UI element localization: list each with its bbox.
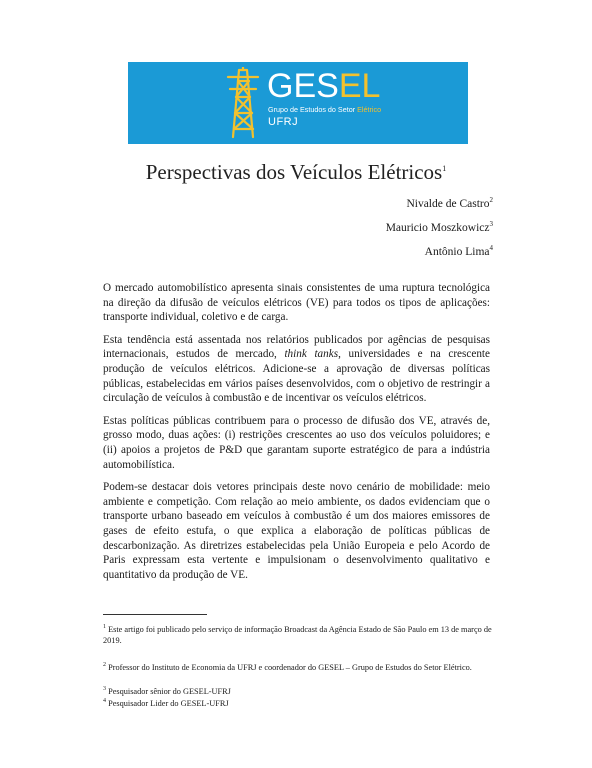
- footnote: [103, 660, 493, 673]
- footnote: [103, 696, 493, 709]
- footnote-mark: 3: [103, 686, 106, 692]
- transmission-tower-icon: [226, 67, 260, 139]
- logo-ufrj: UFRJ: [268, 116, 299, 128]
- author: [386, 220, 493, 244]
- footnote-mark: 4: [103, 698, 106, 704]
- footnote-text: Pesquisador sênior do GESEL-UFRJ: [106, 686, 231, 696]
- footnote-text: Este artigo foi publicado pelo serviço de informação Broadcast da Agência Estado de São Paulo em 13 de março de 2019.: [103, 624, 492, 645]
- footnote: [103, 622, 493, 646]
- logo-ges: GES: [267, 67, 339, 105]
- logo-text: [267, 67, 381, 128]
- page-title: [0, 160, 592, 185]
- paragraph: O mercado automobilístico apresenta sinais consistentes de uma ruptura tecnológica na direção da difusão de veículos elétricos (VE) para todos os tipos de aplicações: transporte individual, coletivo e de carga.: [103, 282, 490, 324]
- footnote-text: Professor do Instituto de Economia da UFRJ e coordenador do GESEL – Grupo de Estudos do Setor Elétrico.: [106, 662, 472, 672]
- author-name: Nivalde de Castro: [406, 197, 490, 210]
- author: [386, 196, 493, 220]
- author-name: Antônio Lima: [424, 245, 490, 258]
- author-name: Mauricio Moszkowicz: [385, 221, 490, 234]
- footnote-mark: 1: [103, 624, 106, 630]
- footnote-mark: 2: [103, 662, 106, 668]
- logo-subtitle: [268, 105, 381, 114]
- paragraph-italic: think tanks: [284, 348, 339, 361]
- footnote: [103, 684, 493, 697]
- logo-subtitle-highlight: Elétrico: [357, 105, 382, 114]
- logo-subtitle-start: Grupo de Estudos do Setor: [268, 105, 358, 114]
- article-body: [103, 281, 490, 590]
- footnote-divider: [103, 614, 207, 615]
- logo-wordmark: [267, 67, 381, 105]
- gesel-logo-banner: [128, 62, 468, 144]
- paragraph: Estas políticas públicas contribuem para o processo de difusão dos VE, através de, grosso modo, duas ações: (i) restrições crescentes ao uso dos veículos poluidores; e (ii) apoios a projetos de P&D que garantam suporte estratégico de para a indústria automobilística.: [103, 414, 490, 471]
- author-footnote-mark[interactable]: 2: [489, 196, 493, 204]
- title-footnote-mark[interactable]: 1: [442, 164, 447, 173]
- paragraph: Podem-se destacar dois vetores principais deste novo cenário de mobilidade: meio ambiente e competição. Com relação ao meio ambiente, os dados evidenciam que o transporte urbano baseado em veículos à combustão é um dos maiores emissores de gases de efeito estufa, o que explica a elaboração de políticas públicas de descarbonização. As diretrizes estabelecidas pela União Europeia e pelo Acordo de Paris expressam esta vertente e impulsionam o desenvolvimento qualitativo e quantitativo da produção de VE.: [103, 481, 490, 581]
- paragraph-text: , universidades e na crescente produção de veículos elétricos. Adicione-se a aprovação de diversas políticas públicas, estabelecidas em vários países desenvolvidos, com o objetivo de restringir a circulação de veículos à combustão e de incentivar os veículos elétricos.: [103, 348, 490, 405]
- footnote-text: Pesquisador Lider do GESEL-UFRJ: [106, 698, 229, 708]
- author-footnote-mark[interactable]: 4: [489, 244, 493, 252]
- paragraph: [103, 333, 490, 406]
- author-list: [386, 196, 493, 268]
- author-footnote-mark[interactable]: 3: [489, 220, 493, 228]
- logo-el: EL: [338, 67, 381, 105]
- paragraph-text: Esta tendência está assentada nos relatórios publicados por agências de pesquisas internacionais, estudos de mercado,: [103, 333, 490, 361]
- title-text: Perspectivas dos Veículos Elétricos: [145, 160, 443, 184]
- author: [386, 244, 493, 268]
